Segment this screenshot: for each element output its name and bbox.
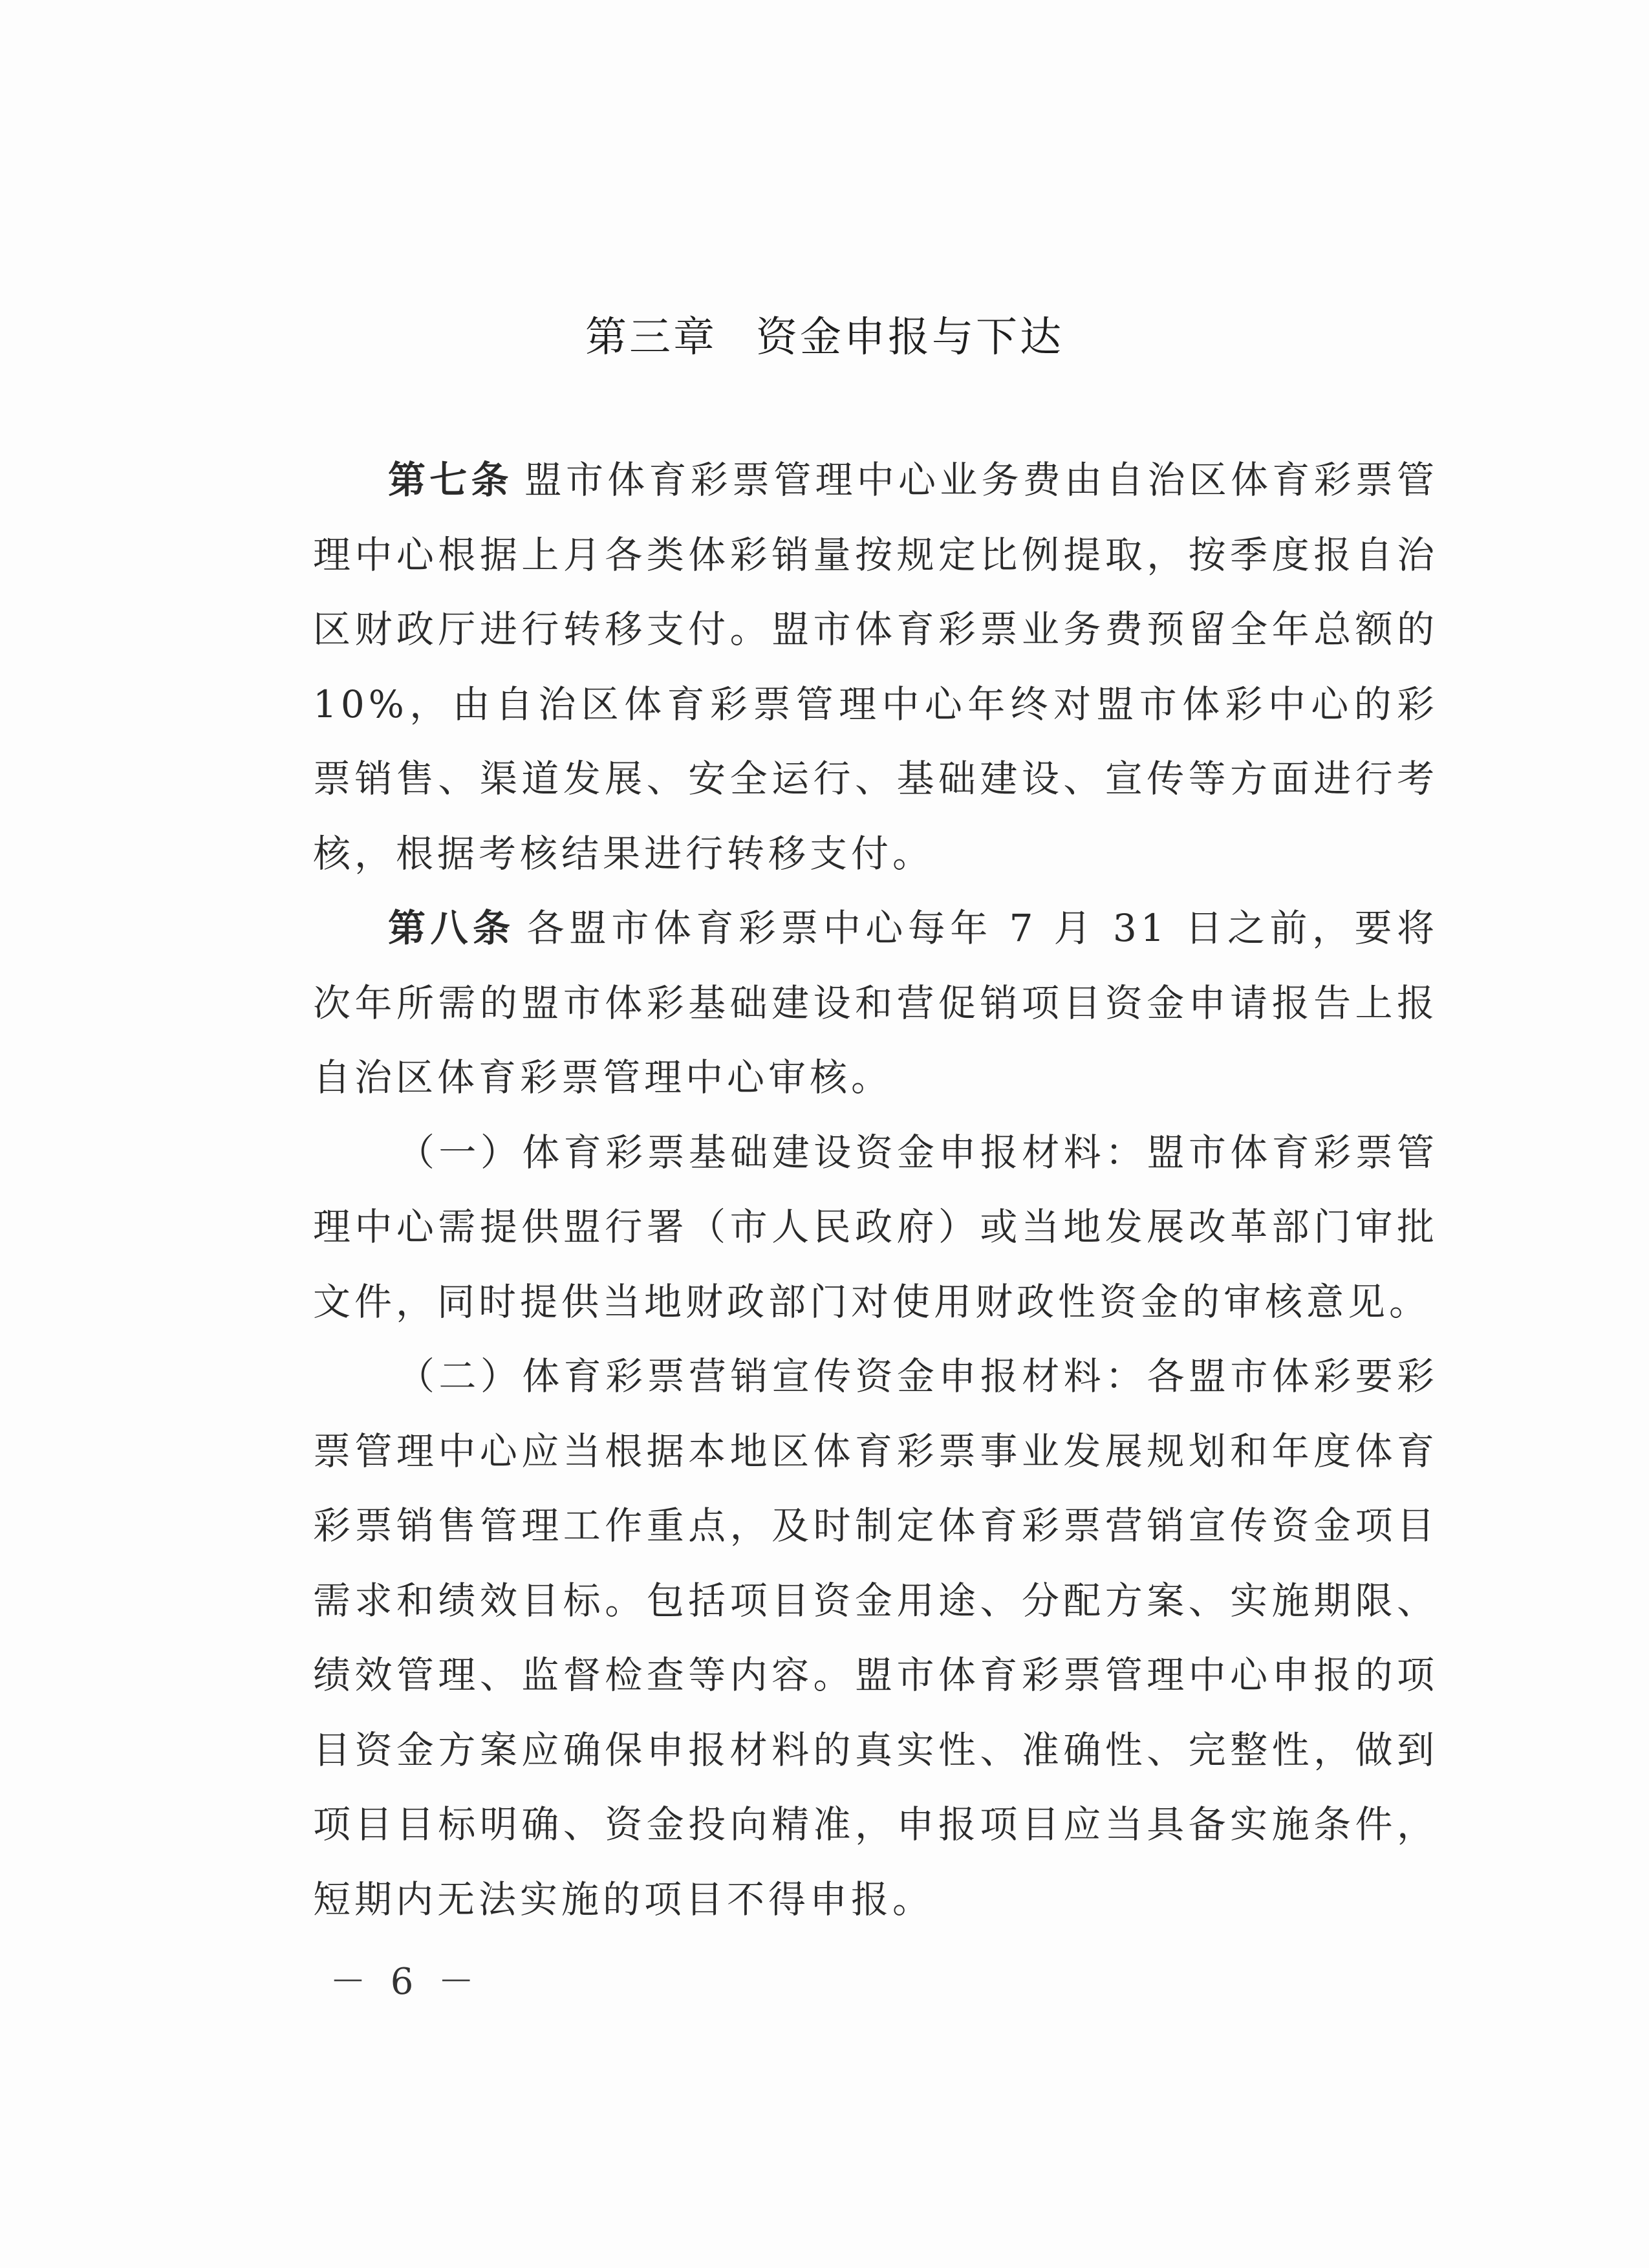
article-text: 盟市体育彩票管理中心业务费由自治区体育彩票管理中心根据上月各类体彩销量按规定比例提取，按季度报自治区财政厅进行转移支付。盟市体育彩票业务费预留全年总额的10%，由自治区体育彩票管理中心年终对盟市体彩中心的彩票销售、渠道发展、安全运行、基础建设、宣传等方面进行考核，根据考核结果进行转移支付。 <box>313 458 1438 876</box>
item-text: （一）体育彩票基础建设资金申报材料：盟市体育彩票管理中心需提供盟行署（市人民政府）或当地发展改革部门审批文件，同时提供当地财政部门对使用财政性资金的审核意见。 <box>313 1130 1438 1324</box>
article-label: 第八条 <box>388 906 515 950</box>
chapter-title <box>0 304 1649 363</box>
article-8 <box>313 891 1438 1116</box>
item-2 <box>313 1339 1438 1937</box>
article-7 <box>313 443 1438 891</box>
item-text: （二）体育彩票营销宣传资金申报材料：各盟市体彩要彩票管理中心应当根据本地区体育彩票事业发展规划和年度体育彩票销售管理工作重点，及时制定体育彩票营销宣传资金项目需求和绩效目标。包括项目资金用途、分配方案、实施期限、绩效管理、监督检查等内容。盟市体育彩票管理中心申报的项目资金方案应确保申报材料的真实性、准确性、完整性，做到项目目标明确、资金投向精准，申报项目应当具备实施条件，短期内无法实施的项目不得申报。 <box>313 1354 1438 1921</box>
body-text <box>313 443 1438 1937</box>
page-number: － 6 － <box>330 1961 481 2003</box>
chapter-number: 第三章 <box>585 314 717 362</box>
article-label: 第七条 <box>388 458 513 502</box>
article-text: 各盟市体育彩票中心每年 7 月 31 日之前，要将次年所需的盟市体彩基础建设和营促销项目资金申请报告上报自治区体育彩票管理中心审核。 <box>313 906 1438 1099</box>
chapter-name: 资金申报与下达 <box>756 314 1064 362</box>
item-1 <box>313 1116 1438 1340</box>
